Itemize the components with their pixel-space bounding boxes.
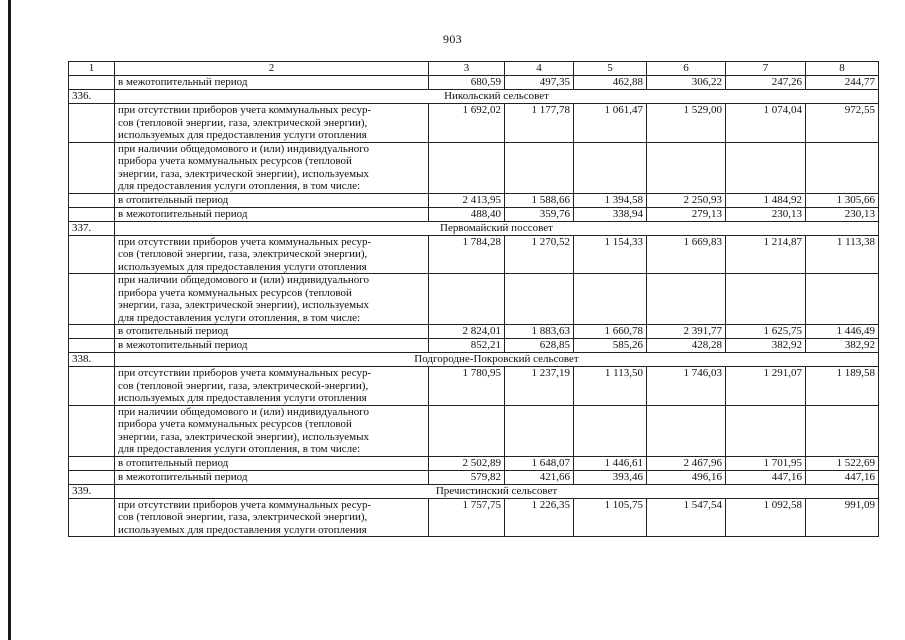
table-row: [69, 274, 879, 325]
value-cell: 462,88: [574, 76, 647, 90]
value-cell: [806, 405, 879, 456]
label-line: используемых для предоставления услуги отопления: [118, 129, 367, 141]
label-line: прибора учета коммунальных ресурсов (тепловой: [118, 418, 352, 430]
value-cell: [647, 142, 726, 193]
value-cell: [505, 405, 574, 456]
section-title: Пречистинский сельсовет: [115, 484, 879, 498]
value-cell: 1 648,07: [505, 456, 574, 470]
index-cell: [69, 405, 115, 456]
index-cell: [69, 193, 115, 207]
section-title: Никольский сельсовет: [115, 90, 879, 104]
value-cell: 1 226,35: [505, 498, 574, 537]
value-cell: 1 669,83: [647, 235, 726, 274]
value-cell: 428,28: [647, 339, 726, 353]
value-cell: 1 291,07: [726, 367, 806, 406]
label-line: прибора учета коммунальных ресурсов (тепловой: [118, 155, 352, 167]
value-cell: [574, 274, 647, 325]
table-row: [69, 76, 879, 90]
value-cell: 1 446,49: [806, 325, 879, 339]
value-cell: 382,92: [806, 339, 879, 353]
label-line: при отсутствии приборов учета коммунальных ресур-: [118, 235, 372, 248]
value-cell: 1 092,58: [726, 498, 806, 537]
header-cell: 6: [647, 62, 726, 76]
label-line: используемых для предоставления услуги отопления: [118, 260, 367, 273]
section-number: 337.: [69, 221, 115, 235]
index-cell: [69, 235, 115, 274]
section-title: Подгородне-Покровский сельсовет: [115, 353, 879, 367]
value-cell: 1 692,02: [429, 104, 505, 143]
value-cell: [806, 274, 879, 325]
label-line: при наличии общедомового и (или) индивидуального: [118, 142, 369, 155]
index-cell: [69, 339, 115, 353]
table-row: [69, 142, 879, 193]
value-cell: 1 660,78: [574, 325, 647, 339]
label-line: энергии, газа, электрической энергии), используемых: [118, 299, 369, 311]
value-cell: 230,13: [726, 207, 806, 221]
table-row: [69, 235, 879, 274]
value-cell: 1 113,50: [574, 367, 647, 406]
section-title: Первомайский поссовет: [115, 221, 879, 235]
label-line: при отсутствии приборов учета коммунальных ресур-: [118, 104, 372, 116]
value-cell: 488,40: [429, 207, 505, 221]
table-row: [69, 325, 879, 339]
value-cell: 1 484,92: [726, 193, 806, 207]
header-cell: 2: [115, 62, 429, 76]
value-cell: 1 446,61: [574, 456, 647, 470]
table-body: [69, 62, 879, 537]
section-number: 339.: [69, 484, 115, 498]
label-line: сов (тепловой энергии, газа, электрической энергии),: [118, 116, 368, 129]
value-cell: 1 113,38: [806, 235, 879, 274]
label-line: для предоставления услуги отопления, в том числе:: [118, 311, 361, 324]
index-cell: [69, 104, 115, 143]
page-edge-bar: [8, 0, 11, 640]
index-cell: [69, 325, 115, 339]
value-cell: 1 529,00: [647, 104, 726, 143]
value-cell: 497,35: [505, 76, 574, 90]
value-cell: 680,59: [429, 76, 505, 90]
row-label: [115, 367, 429, 406]
value-cell: 1 701,95: [726, 456, 806, 470]
value-cell: 585,26: [574, 339, 647, 353]
row-label: в отопительный период: [115, 193, 429, 207]
page-number: 903: [443, 32, 462, 46]
value-cell: 1 074,04: [726, 104, 806, 143]
value-cell: 359,76: [505, 207, 574, 221]
value-cell: 991,09: [806, 498, 879, 537]
value-cell: [429, 274, 505, 325]
value-cell: [505, 142, 574, 193]
value-cell: 2 413,95: [429, 193, 505, 207]
value-cell: 628,85: [505, 339, 574, 353]
label-line: сов (тепловой энергии, газа, электрической энергии),: [118, 248, 368, 260]
value-cell: [429, 405, 505, 456]
value-cell: [574, 142, 647, 193]
value-cell: 1 270,52: [505, 235, 574, 274]
row-label: в отопительный период: [115, 325, 429, 339]
value-cell: [726, 274, 806, 325]
header-cell: 1: [69, 62, 115, 76]
value-cell: 1 784,28: [429, 235, 505, 274]
value-cell: [806, 142, 879, 193]
value-cell: [726, 142, 806, 193]
label-line: при отсутствии приборов учета коммунальных ресур-: [118, 367, 372, 379]
row-label: [115, 104, 429, 143]
value-cell: [574, 405, 647, 456]
table-row: [69, 339, 879, 353]
value-cell: 579,82: [429, 470, 505, 484]
value-cell: 496,16: [647, 470, 726, 484]
index-cell: [69, 142, 115, 193]
label-line: сов (тепловой энергии, газа, электрической энергии),: [118, 511, 368, 523]
index-cell: [69, 207, 115, 221]
tariff-table: [68, 61, 879, 537]
label-line: энергии, газа, электрической энергии), используемых: [118, 430, 369, 443]
row-label: [115, 142, 429, 193]
value-cell: 1 625,75: [726, 325, 806, 339]
label-line: для предоставления услуги отопления, в том числе:: [118, 180, 361, 192]
value-cell: [429, 142, 505, 193]
value-cell: 1 305,66: [806, 193, 879, 207]
label-line: используемых для предоставления услуги отопления: [118, 523, 367, 536]
index-cell: [69, 76, 115, 90]
value-cell: 338,94: [574, 207, 647, 221]
value-cell: 1 237,19: [505, 367, 574, 406]
value-cell: 1 883,63: [505, 325, 574, 339]
value-cell: 247,26: [726, 76, 806, 90]
header-cell: 5: [574, 62, 647, 76]
value-cell: 1 214,87: [726, 235, 806, 274]
table-row: [69, 104, 879, 143]
value-cell: 230,13: [806, 207, 879, 221]
header-cell: 8: [806, 62, 879, 76]
value-cell: 1 780,95: [429, 367, 505, 406]
value-cell: 244,77: [806, 76, 879, 90]
value-cell: [505, 274, 574, 325]
value-cell: 279,13: [647, 207, 726, 221]
value-cell: [726, 405, 806, 456]
table-row: [69, 207, 879, 221]
section-number: 338.: [69, 353, 115, 367]
row-label: в межотопительный период: [115, 339, 429, 353]
section-row: [69, 484, 879, 498]
row-label: [115, 498, 429, 537]
label-line: при наличии общедомового и (или) индивидуального: [118, 405, 369, 418]
row-label: в межотопительный период: [115, 76, 429, 90]
value-cell: 2 502,89: [429, 456, 505, 470]
value-cell: 1 154,33: [574, 235, 647, 274]
label-line: используемых для предоставления услуги отопления: [118, 392, 367, 404]
table-row: [69, 470, 879, 484]
value-cell: 1 177,78: [505, 104, 574, 143]
value-cell: 421,66: [505, 470, 574, 484]
label-line: сов (тепловой энергии, газа, электрической-энергии),: [118, 379, 369, 392]
index-cell: [69, 498, 115, 537]
label-line: прибора учета коммунальных ресурсов (тепловой: [118, 286, 352, 299]
value-cell: 447,16: [726, 470, 806, 484]
value-cell: 1 061,47: [574, 104, 647, 143]
section-row: [69, 90, 879, 104]
value-cell: 1 547,54: [647, 498, 726, 537]
row-label: в отопительный период: [115, 456, 429, 470]
value-cell: 1 746,03: [647, 367, 726, 406]
value-cell: 382,92: [726, 339, 806, 353]
label-line: при наличии общедомового и (или) индивидуального: [118, 274, 369, 286]
table-row: [69, 405, 879, 456]
value-cell: 1 522,69: [806, 456, 879, 470]
header-row: [69, 62, 879, 76]
value-cell: 393,46: [574, 470, 647, 484]
table-row: [69, 498, 879, 537]
value-cell: 2 467,96: [647, 456, 726, 470]
value-cell: 1 394,58: [574, 193, 647, 207]
value-cell: 306,22: [647, 76, 726, 90]
row-label: [115, 405, 429, 456]
value-cell: 447,16: [806, 470, 879, 484]
index-cell: [69, 470, 115, 484]
section-row: [69, 221, 879, 235]
index-cell: [69, 274, 115, 325]
table-row: [69, 367, 879, 406]
table-row: [69, 193, 879, 207]
section-row: [69, 353, 879, 367]
row-label: [115, 274, 429, 325]
row-label: [115, 235, 429, 274]
index-cell: [69, 367, 115, 406]
header-cell: 7: [726, 62, 806, 76]
label-line: энергии, газа, электрической энергии), используемых: [118, 167, 369, 180]
index-cell: [69, 456, 115, 470]
value-cell: 2 824,01: [429, 325, 505, 339]
value-cell: 972,55: [806, 104, 879, 143]
value-cell: 1 588,66: [505, 193, 574, 207]
table-row: [69, 456, 879, 470]
value-cell: 2 391,77: [647, 325, 726, 339]
value-cell: 2 250,93: [647, 193, 726, 207]
value-cell: 1 105,75: [574, 498, 647, 537]
label-line: для предоставления услуги отопления, в том числе:: [118, 443, 361, 455]
row-label: в межотопительный период: [115, 470, 429, 484]
section-number: 336.: [69, 90, 115, 104]
header-cell: 4: [505, 62, 574, 76]
value-cell: 1 757,75: [429, 498, 505, 537]
value-cell: [647, 405, 726, 456]
value-cell: 852,21: [429, 339, 505, 353]
row-label: в межотопительный период: [115, 207, 429, 221]
value-cell: 1 189,58: [806, 367, 879, 406]
value-cell: [647, 274, 726, 325]
label-line: при отсутствии приборов учета коммунальных ресур-: [118, 498, 372, 511]
header-cell: 3: [429, 62, 505, 76]
